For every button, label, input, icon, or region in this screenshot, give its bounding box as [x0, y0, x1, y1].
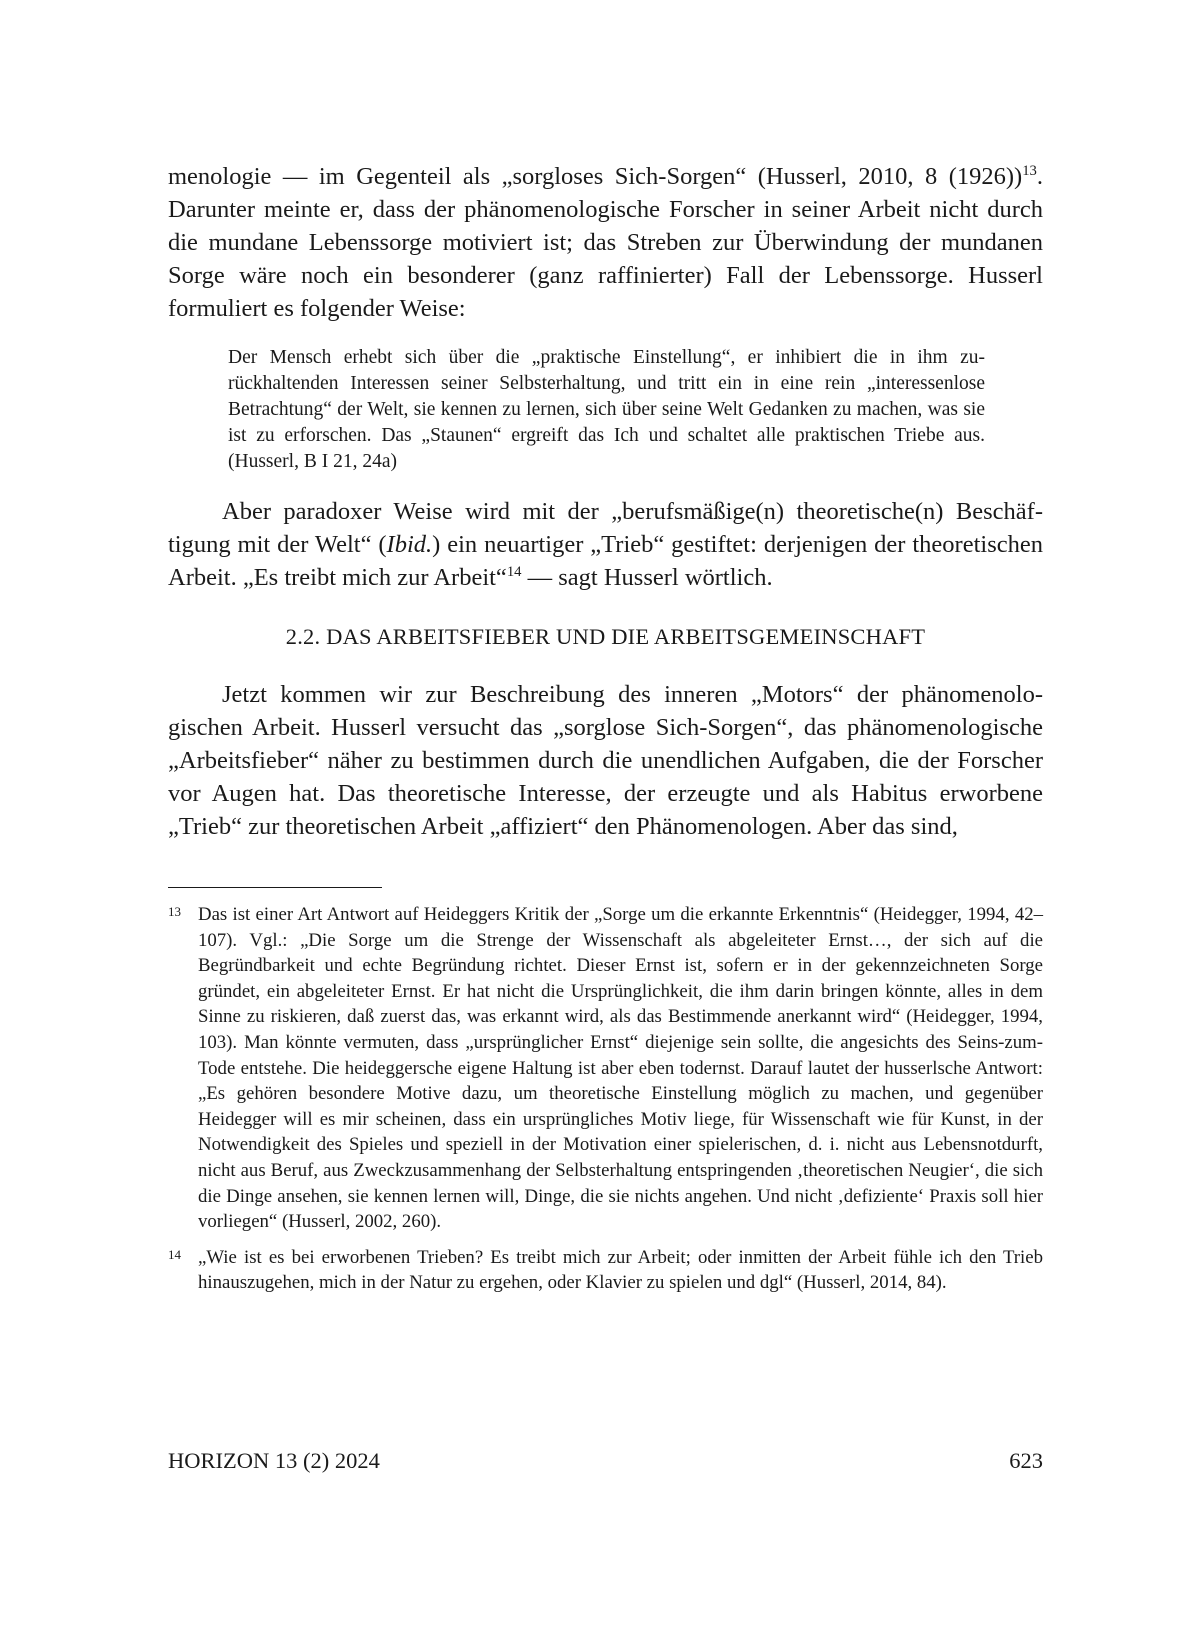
page-number: 623: [1009, 1448, 1043, 1473]
page-footer: [168, 1446, 1043, 1476]
italic-citation: Ibid.: [386, 531, 433, 558]
body-paragraph-3: Jetzt kommen wir zur Beschreibung des inneren „Motors“ der phänomenologischen Arbeit. Husserl versucht das „sorglose Sich-Sorgen“, das phänomenologische „Arbeitsfieber“ näher zu bestimmen durch die unendlichen Aufgaben, die der Forscher vor Augen hat. Das theoretische Interesse, der erzeugte und als Habitus erworbene „Trieb“ zur theoretischen Arbeit „affiziert“ den Phänomenologen. Aber das sind,: [168, 681, 1043, 840]
block-quote: Der Mensch erhebt sich über die „praktische Einstellung“, er inhibiert die in ihm zurückhaltenden Interessen seiner Selbsterhaltung, und tritt ein in eine rein „interessenlose Betrachtung“ der Welt, sie kennen zu lernen, sich über seine Welt Gedanken zu machen, was sie ist zu erforschen. Das „Staunen“ ergreift das Ich und schaltet alle praktischen Triebe aus. (Husserl, B I 21, 24a): [228, 347, 985, 472]
page-content: [168, 160, 1043, 1306]
footnote-number: 13: [168, 904, 181, 919]
footnote-text: „Wie ist es bei erworbenen Trieben? Es treibt mich zur Arbeit; oder inmitten der Arbeit fühle ich den Trieb hinauszugehen, mich in der Natur zu ergehen, oder Klavier zu spielen und dgl“ (Husserl, 2014, 84).: [198, 1246, 1043, 1294]
body-paragraph-2: [168, 495, 1043, 594]
footnote-ref-13[interactable]: 13: [1022, 162, 1037, 179]
paragraph-text-continued: . Darunter meinte er, dass der phänomenologische Forscher in seiner Arbeit nicht durch die mundane Lebenssorge motiviert ist; das Streben zur Überwindung der mundanen Sorge wäre noch ein besonderer (ganz raffinierter) Fall der Lebenssorge. Husserl formuliert es folgender Weise:: [168, 163, 1043, 322]
paragraph-text-continued: — sagt Husserl wörtlich.: [521, 564, 773, 591]
footnote-13: [168, 902, 1043, 1235]
footnote-ref-14[interactable]: 14: [506, 563, 522, 580]
footnote-text: Das ist einer Art Antwort auf Heideggers Kritik der „Sorge um die erkannte Erkenntnis“ (Heidegger, 1994, 42–107). Vgl.: „Die Sorge um die Strenge der Wissenschaft als abgeleiteter Ernst…, der sich auf die Begründbarkeit und echte Begründung richtet. Dieser Ernst ist, sofern er in der gekennzeichneten Sorge gründet, ein abgeleiteter Ernst. Er hat nicht die Ursprünglichkeit, die ihm darin bringen könnte, alles in dem Sinne zu riskieren, daß zuerst das, was erkannt wird, als das Bestimmende anerkannt wird“ (Heidegger, 1994, 103). Man könnte vermuten, dass „ursprünglicher Ernst“ diejenige sein sollte, die angesichts des Seins-zum-Tode entstehe. Die heideggersche eigene Haltung ist aber eben todernst. Darauf lautet der husserlsche Antwort: „Es gehören besondere Motive dazu, um theoretische Einstellung möglich zu machen, und gegenüber Heidegger will es mir scheinen, dass ein ursprüngliches Motiv liege, für Wissenschaft wie für Kunst, in der Notwendigkeit des Spieles und speziell in der Motivation einer spielerischen, d. i. nicht aus Lebensnotdurft, nicht aus Beruf, aus Zweckzusammenhang der Selbsterhaltung entspringenden ‚theoretischen Neugier‘, die sich die Dinge ansehen, sie kennen lernen will, Dinge, die sie nichts angehen. Und nicht ‚defiziente‘ Praxis soll hier vorliegen“ (Husserl, 2002, 260).: [198, 904, 1043, 1233]
paragraph-text: menologie — im Gegenteil als „sorgloses Sich-Sorgen“ (Husserl, 2010, 8 (1926)): [168, 163, 1023, 190]
paragraph-text-middle: ) ein neuartiger „Trieb“ gestiftet: derjenigen der theoretischen Arbeit. „Es treibt mich zur Arbeit“: [168, 531, 1043, 591]
section-heading: 2.2. DAS ARBEITSFIEBER UND DIE ARBEITSGEMEINSCHAFT: [285, 624, 926, 649]
body-paragraph-1: [168, 160, 1043, 325]
journal-name: HORIZON 13 (2) 2024: [168, 1448, 380, 1473]
footnote-14: [168, 1245, 1043, 1296]
footnote-number: 14: [168, 1246, 181, 1262]
footnote-divider: [168, 887, 382, 888]
paragraph-text: Aber paradoxer Weise wird mit der „berufsmäßige(n) theoretische(n) Beschäftigung mit der Welt“ (: [168, 498, 1043, 558]
